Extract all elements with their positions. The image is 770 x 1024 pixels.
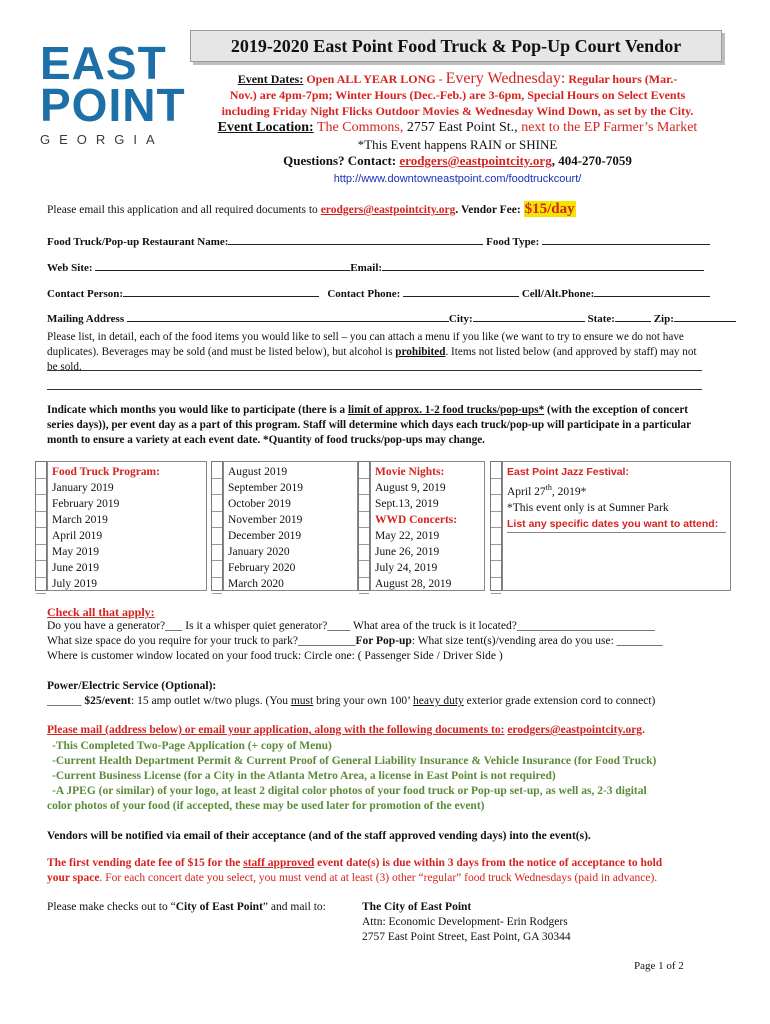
field-row-contact: Contact Person: Contact Phone: Cell/Alt.Phone: <box>47 285 710 300</box>
page-number: Page 1 of 2 <box>634 960 684 972</box>
month-item[interactable]: November 2019 <box>228 514 303 526</box>
generator-question[interactable]: Do you have a generator?___ Is it a whisper quiet generator?____ What area of the truck is it located?________________________ <box>47 620 655 632</box>
notification-notice: Vendors will be notified via email of their acceptance (and of the staff approved vending days) into the event(s). <box>47 830 591 842</box>
field-row-mailing: Mailing Address City: State: Zip: <box>47 310 736 325</box>
month-item[interactable]: October 2019 <box>228 498 291 510</box>
food-items-line-2[interactable] <box>47 389 702 390</box>
event-date-item[interactable]: Sept.13, 2019 <box>375 498 439 510</box>
months-column-2 <box>223 461 358 591</box>
questions-contact: Questions? Contact: erodgers@eastpointcity.org, 404-270-7059 <box>283 153 632 168</box>
wwd-concerts-header: WWD Concerts: <box>375 514 458 526</box>
required-doc-item: -A JPEG (or similar) of your logo, at least 2 digital color photos of your food truck or Pop-up set-up, as well as, 2-3 digital <box>52 785 647 797</box>
required-doc-item: -Current Business License (for a City in the Atlanta Metro Area, a license in East Point is not required) <box>52 770 556 782</box>
month-item[interactable]: September 2019 <box>228 482 304 494</box>
month-item[interactable]: May 2019 <box>52 546 99 558</box>
jazz-festival-header: East Point Jazz Festival: <box>507 466 629 478</box>
jazz-festival-note: *This event only is at Sumner Park <box>507 501 669 514</box>
month-item[interactable]: August 2019 <box>228 466 288 478</box>
checks-payable: Please make checks out to “City of East Point” and mail to: <box>47 901 326 913</box>
logo-east: EAST <box>40 37 167 89</box>
field-row-web: Web Site: Email: <box>47 259 704 274</box>
food-truck-program-column <box>47 461 207 591</box>
website-link[interactable]: http://www.downtowneastpoint.com/foodtruckcourt/ <box>333 173 582 185</box>
required-doc-item: -This Completed Two-Page Application (+ copy of Menu) <box>52 740 332 752</box>
state-field[interactable] <box>615 310 651 322</box>
checkbox-column-4[interactable] <box>490 461 502 591</box>
event-date-item[interactable]: June 26, 2019 <box>375 546 440 558</box>
email-instructions: Please email this application and all required documents to erodgers@eastpointcity.org. Vendor Fee: $15/day <box>47 201 575 217</box>
email-field[interactable] <box>382 259 704 271</box>
cell-phone-field[interactable] <box>594 285 710 297</box>
logo-georgia: GEORGIA <box>40 132 164 147</box>
month-item[interactable]: March 2020 <box>228 578 284 590</box>
checkbox-column-1[interactable] <box>35 461 47 591</box>
contact-person-field[interactable] <box>123 285 319 297</box>
month-item[interactable]: June 2019 <box>52 562 99 574</box>
event-date-item[interactable]: August 28, 2019 <box>375 578 452 590</box>
month-item[interactable]: January 2020 <box>228 546 290 558</box>
page-title: 2019-2020 East Point Food Truck & Pop-Up Court Vendor <box>190 30 722 62</box>
food-items-line-1[interactable] <box>47 370 702 371</box>
required-doc-item: color photos of your food (if accepted, these may be used later for promotion of the event) <box>47 800 485 812</box>
power-option[interactable]: ______ $25/event: 15 amp outlet w/two plugs. (You must bring your own 100’ heavy duty exterior grade extension cord to connect) <box>47 695 656 707</box>
address-line3: 2757 East Point Street, East Point, GA 30344 <box>362 931 571 943</box>
city-field[interactable] <box>473 310 585 322</box>
event-location: Event Location: The Commons, 2757 East Point St., next to the EP Farmer’s Market <box>217 120 698 135</box>
checkbox-column-3[interactable] <box>358 461 370 591</box>
events-column <box>370 461 485 591</box>
contact-phone-field[interactable] <box>403 285 519 297</box>
month-item[interactable]: December 2019 <box>228 530 302 542</box>
contact-email-link[interactable]: erodgers@eastpointcity.org <box>399 153 552 168</box>
month-item[interactable]: April 2019 <box>52 530 103 542</box>
east-point-logo <box>40 37 186 152</box>
customer-window-question[interactable]: Where is customer window located on your food truck: Circle one: ( Passenger Side / Driver Side ) <box>47 650 503 662</box>
food-items-instructions: Please list, in detail, each of the food items you would like to sell – you can attach a menu if you like (we want to try to ensure we do not have duplicates). Beverages may be sold (and must be listed below), but alcohol is prohibited. Items not listed below (and approved by staff) may not be sold. <box>47 331 697 373</box>
name-field[interactable] <box>228 233 483 245</box>
check-all-title: Check all that apply: <box>47 605 155 619</box>
power-title: Power/Electric Service (Optional): <box>47 680 217 692</box>
mail-email-link[interactable]: erodgers@eastpointcity.org <box>507 724 643 736</box>
space-size-question[interactable]: What size space do you require for your truck to park?__________For Pop-up: What size tent(s)/vending area do you use: ________ <box>47 635 663 647</box>
checkbox-column-2[interactable] <box>211 461 223 591</box>
fee-notice-line2: your space. For each concert date you select, you must vend at at least (3) other “regular” food truck Wednesdays (paid in advance). <box>47 872 658 884</box>
movie-nights-header: Movie Nights: <box>375 466 445 478</box>
event-dates-line3: including Friday Night Flicks Outdoor Movies & Wednesday Wind Down, as set by the City. <box>221 104 694 118</box>
event-dates-line1: Event Dates: Open ALL YEAR LONG - Every Wednesday: Regular hours (Mar.- <box>237 70 678 87</box>
fee-notice-line1: The first vending date fee of $15 for the staff approved event date(s) is due within 3 days from the notice of acceptance to hold <box>47 857 663 869</box>
month-item[interactable]: July 2019 <box>52 578 98 590</box>
event-date-item[interactable]: May 22, 2019 <box>375 530 440 542</box>
required-doc-item: -Current Health Department Permit & Current Proof of General Liability Insurance & Vehicle Insurance (for Food Truck) <box>52 755 657 767</box>
specific-dates-label: List any specific dates you want to attend: <box>507 516 726 533</box>
field-row-name: Food Truck/Pop-up Restaurant Name: Food Type: <box>47 233 710 248</box>
rain-or-shine: *This Event happens RAIN or SHINE <box>357 137 558 152</box>
jazz-festival-column <box>502 461 731 591</box>
month-item[interactable]: January 2019 <box>52 482 114 494</box>
month-item[interactable]: February 2019 <box>52 498 120 510</box>
months-table <box>35 461 731 591</box>
application-email-link[interactable]: erodgers@eastpointcity.org <box>320 204 456 216</box>
mail-instructions: Please mail (address below) or email your application, along with the following documents to: erodgers@eastpointcity.org. <box>47 724 645 736</box>
food-truck-program-header: Food Truck Program: <box>52 466 160 478</box>
event-dates-line2: Nov.) are 4pm-7pm; Winter Hours (Dec.-Feb.) are 3-6pm, Special Hours on Select Events <box>229 88 686 102</box>
event-date-item[interactable]: July 24, 2019 <box>375 562 438 574</box>
jazz-festival-date[interactable]: April 27th, 2019* <box>507 483 587 498</box>
event-date-item[interactable]: August 9, 2019 <box>375 482 446 494</box>
vendor-fee: $15/day <box>524 201 575 217</box>
logo-point: POINT <box>40 79 186 131</box>
month-item[interactable]: February 2020 <box>228 562 296 574</box>
address-line2: Attn: Economic Development- Erin Rodgers <box>362 916 568 928</box>
zip-field[interactable] <box>674 310 736 322</box>
months-instructions: Indicate which months you would like to participate (there is a limit of approx. 1-2 food trucks/pop-ups* (with the exception of concert series days)), per event day as a part of this program. Staff will determine which days each truck/pop-up will participate in a particular month to ensure a variety at each event date. *Quantity of food trucks/pop-ups may change. <box>47 404 691 446</box>
food-type-field[interactable] <box>542 233 710 245</box>
website-field[interactable] <box>95 259 350 271</box>
mailing-address-field[interactable] <box>127 310 449 322</box>
month-item[interactable]: March 2019 <box>52 514 108 526</box>
address-line1: The City of East Point <box>362 901 472 913</box>
